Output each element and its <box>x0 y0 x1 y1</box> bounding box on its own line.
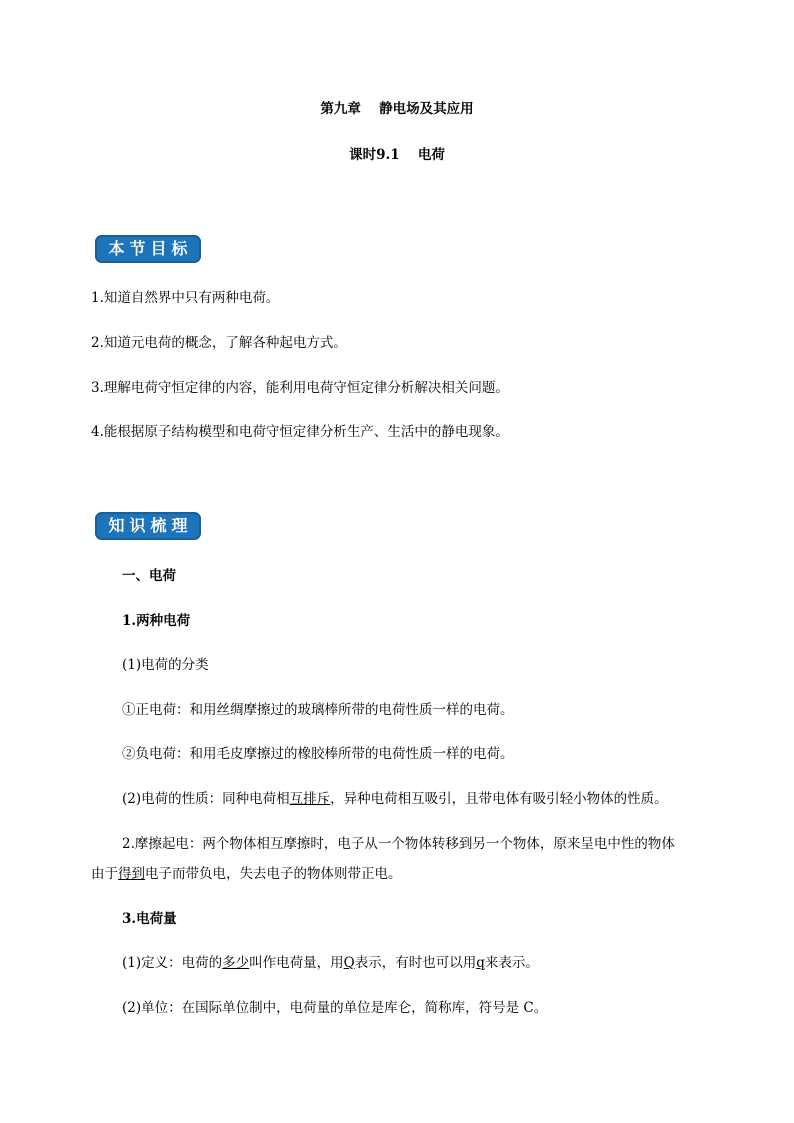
definition-underlined-2: Q <box>343 955 355 971</box>
definition-text-d: 来表示。 <box>484 955 539 971</box>
definition-text-a: (1)定义：电荷的 <box>122 955 223 971</box>
charge-classification: (1)电荷的分类 <box>122 657 209 673</box>
friction-line2-underlined: 得到 <box>118 866 145 882</box>
goal-item-3: 3.理解电荷守恒定律的内容，能利用电荷守恒定律分析解决相关问题。 <box>91 380 509 396</box>
friction-electrification-line2 <box>91 868 402 882</box>
knowledge-badge-label: 知识梳理 <box>108 516 193 535</box>
subheading-two-charges: 1.两种电荷 <box>122 613 191 629</box>
negative-charge-definition: ②负电荷：和用毛皮摩擦过的橡胶棒所带的电荷性质一样的电荷。 <box>122 746 514 762</box>
charge-property-text-a: (2)电荷的性质：同种电荷相 <box>122 791 290 807</box>
goal-item-1: 1.知道自然界中只有两种电荷。 <box>91 290 280 306</box>
subheading-charge-quantity: 3.电荷量 <box>122 911 177 927</box>
friction-electrification-line1: 2.摩擦起电：两个物体相互摩擦时，电子从一个物体转移到另一个物体，原来呈电中性的物体 <box>122 836 675 852</box>
positive-charge-definition: ①正电荷：和用丝绸摩擦过的玻璃棒所带的电荷性质一样的电荷。 <box>122 702 514 718</box>
charge-quantity-definition <box>122 957 539 971</box>
lesson-title: 课时9.1 电荷 <box>349 147 445 163</box>
definition-text-b: 叫作电荷量，用 <box>249 955 344 971</box>
heading-charge: 一、电荷 <box>122 568 176 584</box>
goal-item-2: 2.知道元电荷的概念，了解各种起电方式。 <box>91 335 347 351</box>
definition-text-c: 表示，有时也可以用 <box>354 955 477 971</box>
charge-quantity-unit: (2)单位：在国际单位制中，电荷量的单位是库仑，简称库，符号是 C。 <box>122 1000 548 1016</box>
definition-underlined-3: q <box>476 955 485 971</box>
charge-property-underlined: 互排斥 <box>289 791 331 807</box>
section-goals-badge-label: 本节目标 <box>108 239 193 258</box>
friction-line2-text-a: 由于 <box>91 866 118 882</box>
friction-line2-text-b: 电子而带负电，失去电子的物体则带正电。 <box>145 866 402 882</box>
chapter-title: 第九章 静电场及其应用 <box>320 101 474 117</box>
knowledge-badge <box>95 512 201 540</box>
definition-underlined-1: 多少 <box>222 955 250 971</box>
charge-property-text-b: ，异种电荷相互吸引，且带电体有吸引轻小物体的性质。 <box>330 791 668 807</box>
section-goals-badge <box>95 235 201 263</box>
charge-property <box>122 793 668 807</box>
goal-item-4: 4.能根据原子结构模型和电荷守恒定律分析生产、生活中的静电现象。 <box>91 424 509 440</box>
